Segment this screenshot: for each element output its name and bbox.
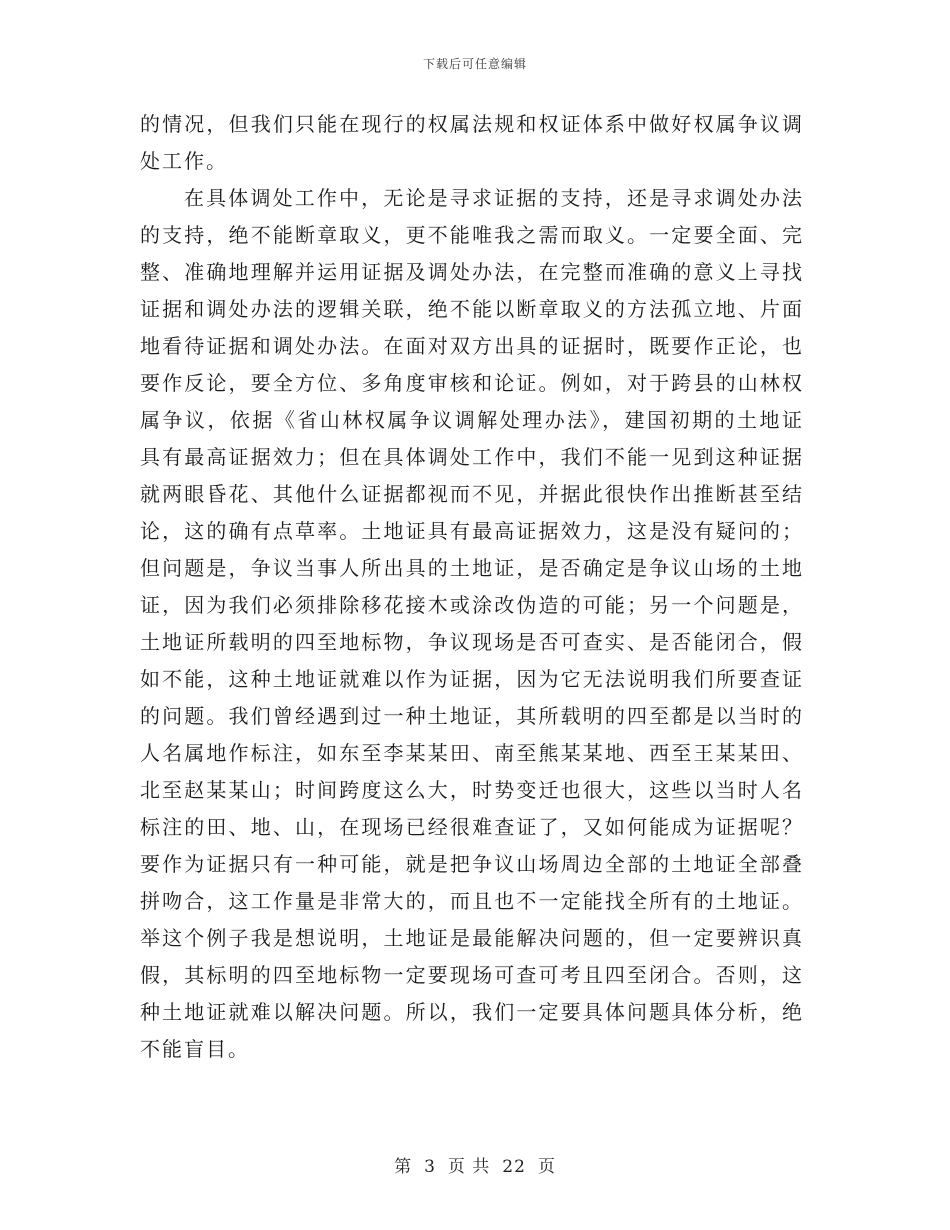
page-suffix: 页 [537,1157,556,1177]
current-page-number: 3 [424,1157,436,1177]
document-body [140,106,804,1068]
total-pages-number: 22 [502,1157,526,1177]
page-mid-text: 页 共 [447,1157,491,1177]
paragraph-continued: 的情况，但我们只能在现行的权属法规和权证体系中做好权属争议调处工作。 [140,112,804,173]
page-prefix: 第 [394,1157,413,1177]
paragraph-main: 在具体调处工作中，无论是寻求证据的支持，还是寻求调处办法的支持，绝不能断章取义，更不能唯我之需而取义。一定要全面、完整、准确地理解并运用证据及调处办法，在完整而准确的意义上寻找证据和调处办法的逻辑关联，绝不能以断章取义的方法孤立地、片面地看待证据和调处办法。在面对双方出具的证据时，既要作正论，也要作反论，要全方位、多角度审核和论证。例如，对于跨县的山林权属争议，依据《省山林权属争议调解处理办法》，建国初期的土地证具有最高证据效力；但在具体调处工作中，我们不能一见到这种证据就两眼昏花、其他什么证据都视而不见，并据此很快作出推断甚至结论，这的确有点草率。土地证具有最高证据效力，这是没有疑问的；但问题是，争议当事人所出具的土地证，是否确定是争议山场的土地证，因为我们必须排除移花接木或涂改伪造的可能；另一个问题是，土地证所载明的四至地标物，争议现场是否可查实、是否能闭合，假如不能，这种土地证就难以作为证据，因为它无法说明我们所要查证的问题。我们曾经遇到过一种土地证，其所载明的四至都是以当时的人名属地作标注，如东至李某某田、南至熊某某地、西至王某某田、北至赵某某山；时间跨度这么大，时势变迁也很大，这些以当时人名标注的田、地、山，在现场已经很难查证了，又如何能成为证据呢？要作为证据只有一种可能，就是把争议山场周边全部的土地证全部叠拼吻合，这工作量是非常大的，而且也不一定能找全所有的土地证。举这个例子我是想说明，土地证是最能解决问题的，但一定要辨识真假，其标明的四至地标物一定要现场可查可考且四至闭合。否则，这种土地证就难以解决问题。所以，我们一定要具体问题具体分析，绝不能盲目。 [140,186,804,1061]
page-header-note: 下载后可任意编辑 [422,57,527,71]
page-number-footer [0,1152,950,1177]
